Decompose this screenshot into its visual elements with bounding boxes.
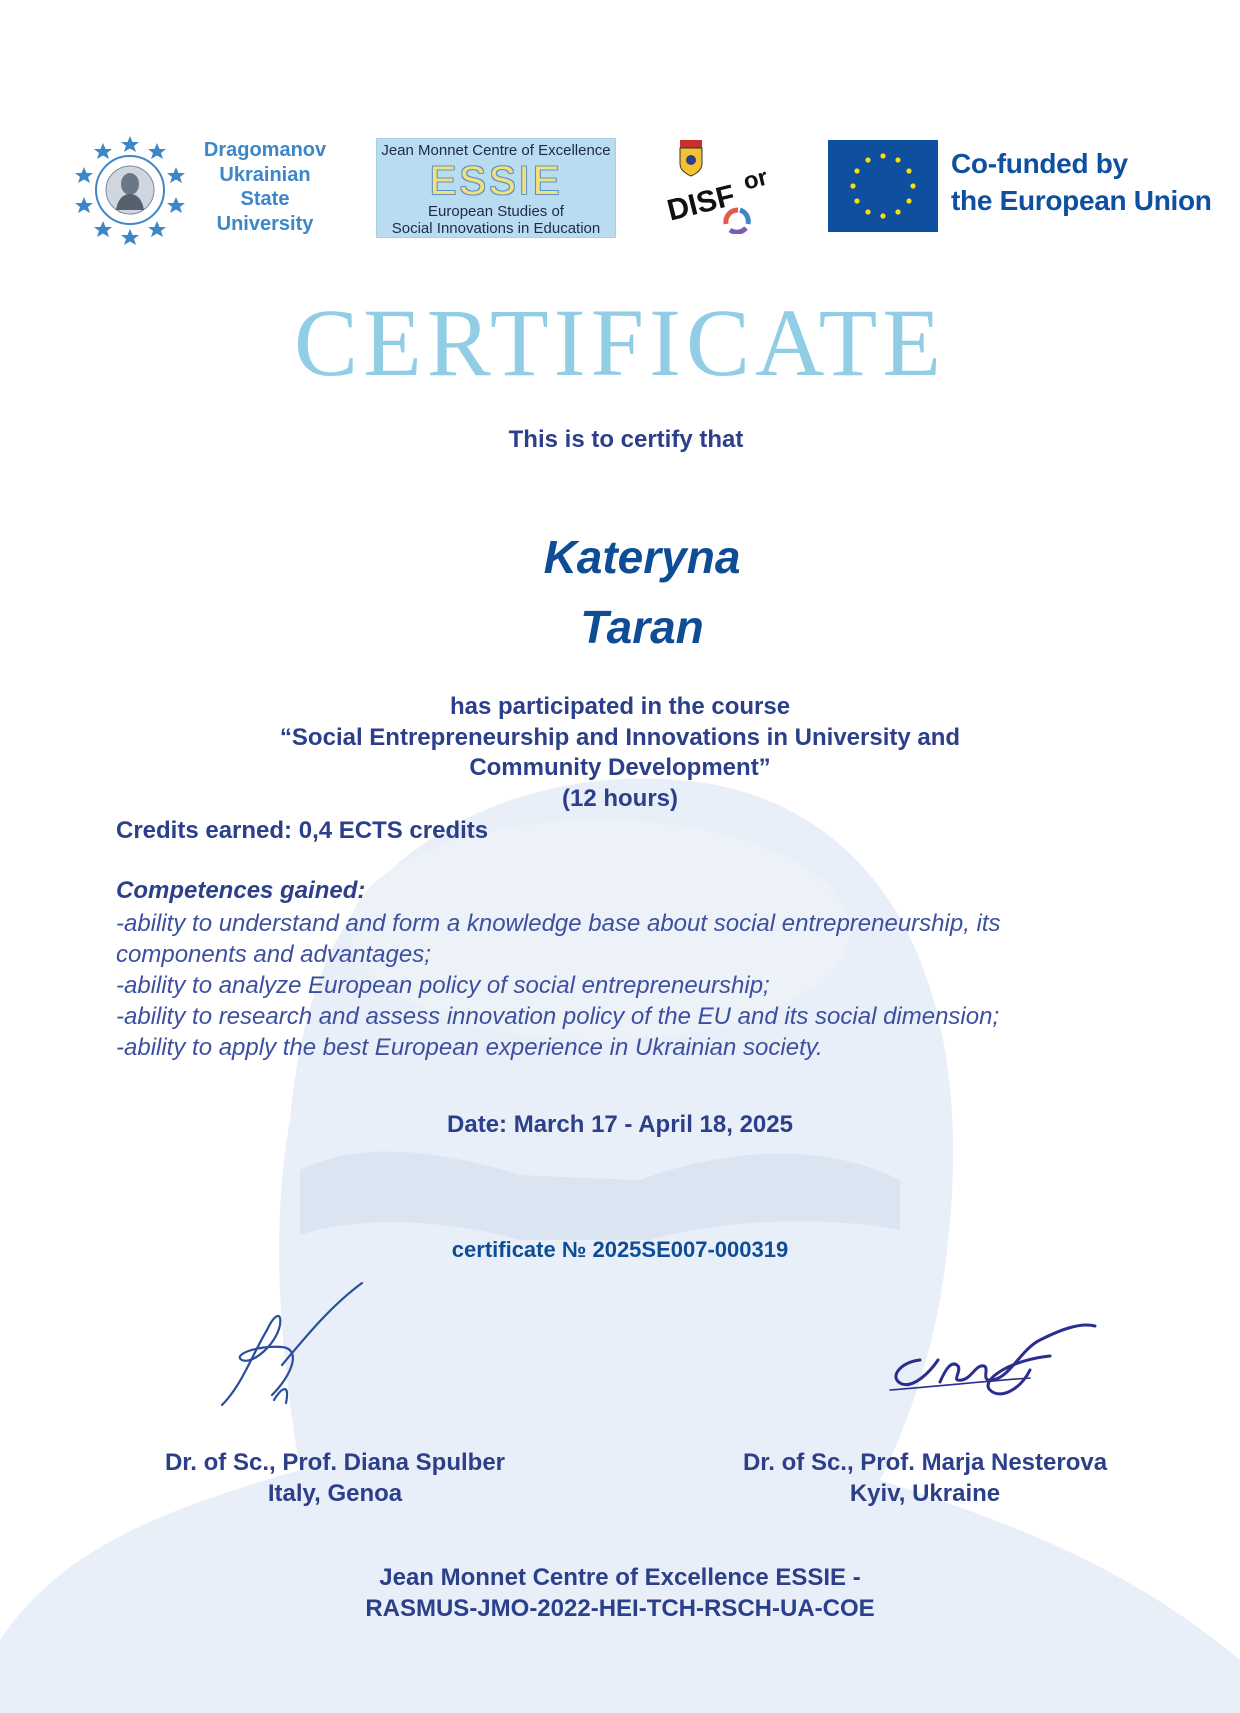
course-line: (12 hours) [561, 784, 678, 812]
certificate-number: certificate № 2025SE007-000319 [451, 1237, 789, 1262]
eu-cofunded-text [951, 145, 1212, 219]
university-name-line: University [216, 212, 314, 235]
eu-flag-icon [828, 140, 938, 232]
university-name [190, 138, 340, 236]
disfor-logo-icon [662, 138, 782, 234]
competences-list [116, 908, 1156, 1063]
essie-logo-bottom-line: Social Innovations in Education [391, 220, 601, 237]
university-seal-icon [74, 134, 186, 246]
signer-name: Dr. of Sc., Prof. Marja Nesterova [742, 1449, 1108, 1476]
course-description [180, 692, 1060, 814]
signer-location: Kyiv, Ukraine [849, 1480, 1001, 1507]
footer-line: RASMUS-JMO-2022-HEI-TCH-RSCH-UA-COE [365, 1595, 875, 1622]
essie-logo-bottom-line: European Studies of [428, 203, 564, 220]
competence-item: -ability to understand and form a knowledge base about social entrepreneurship, its [116, 910, 1001, 937]
course-line: Community Development” [469, 754, 771, 781]
course-line: has participated in the course [449, 693, 791, 720]
competence-item: -ability to apply the best European experience in Ukrainian society. [116, 1034, 823, 1061]
essie-logo [376, 138, 616, 238]
eu-text-line: the European Union [951, 185, 1212, 216]
essie-logo-acronym: ESSIE [429, 159, 563, 203]
recipient-first-name: Kateryna [543, 531, 741, 583]
signer-name: Dr. of Sc., Prof. Diana Spulber [164, 1449, 506, 1476]
competence-item: -ability to analyze European policy of social entrepreneurship; [116, 972, 770, 999]
footer-project-code [0, 1562, 1240, 1624]
university-name-line: Dragomanov [203, 139, 327, 161]
certify-text: This is to certify that [508, 426, 744, 453]
competences-title: Competences gained: [116, 877, 366, 904]
competence-item: components and advantages; [116, 941, 431, 968]
eu-text-line: Co-funded by [951, 148, 1128, 179]
recipient-last-name: Taran [580, 601, 704, 653]
signature-nesterova [880, 1320, 1120, 1420]
course-date: Date: March 17 - April 18, 2025 [447, 1111, 793, 1138]
credits-earned: Credits earned: 0,4 ECTS credits [116, 817, 489, 844]
signer-location: Italy, Genoa [267, 1480, 403, 1507]
svg-text:DISF: DISF [663, 179, 739, 228]
essie-logo-top: Jean Monnet Centre of Excellence [381, 142, 611, 159]
signer-nesterova [720, 1447, 1130, 1509]
competence-item: -ability to research and assess innovation policy of the EU and its social dimension; [116, 1003, 1000, 1030]
university-name-line: State [240, 188, 290, 210]
signer-spulber [140, 1447, 530, 1509]
footer-line: Jean Monnet Centre of Excellence ESSIE - [379, 1564, 861, 1591]
course-line: “Social Entrepreneurship and Innovations in University and [279, 723, 961, 751]
svg-text:or: or [740, 163, 771, 196]
university-name-line: Ukrainian [219, 163, 311, 186]
signature-spulber [212, 1275, 372, 1415]
certificate-title: CERTIFICATE [294, 289, 946, 396]
